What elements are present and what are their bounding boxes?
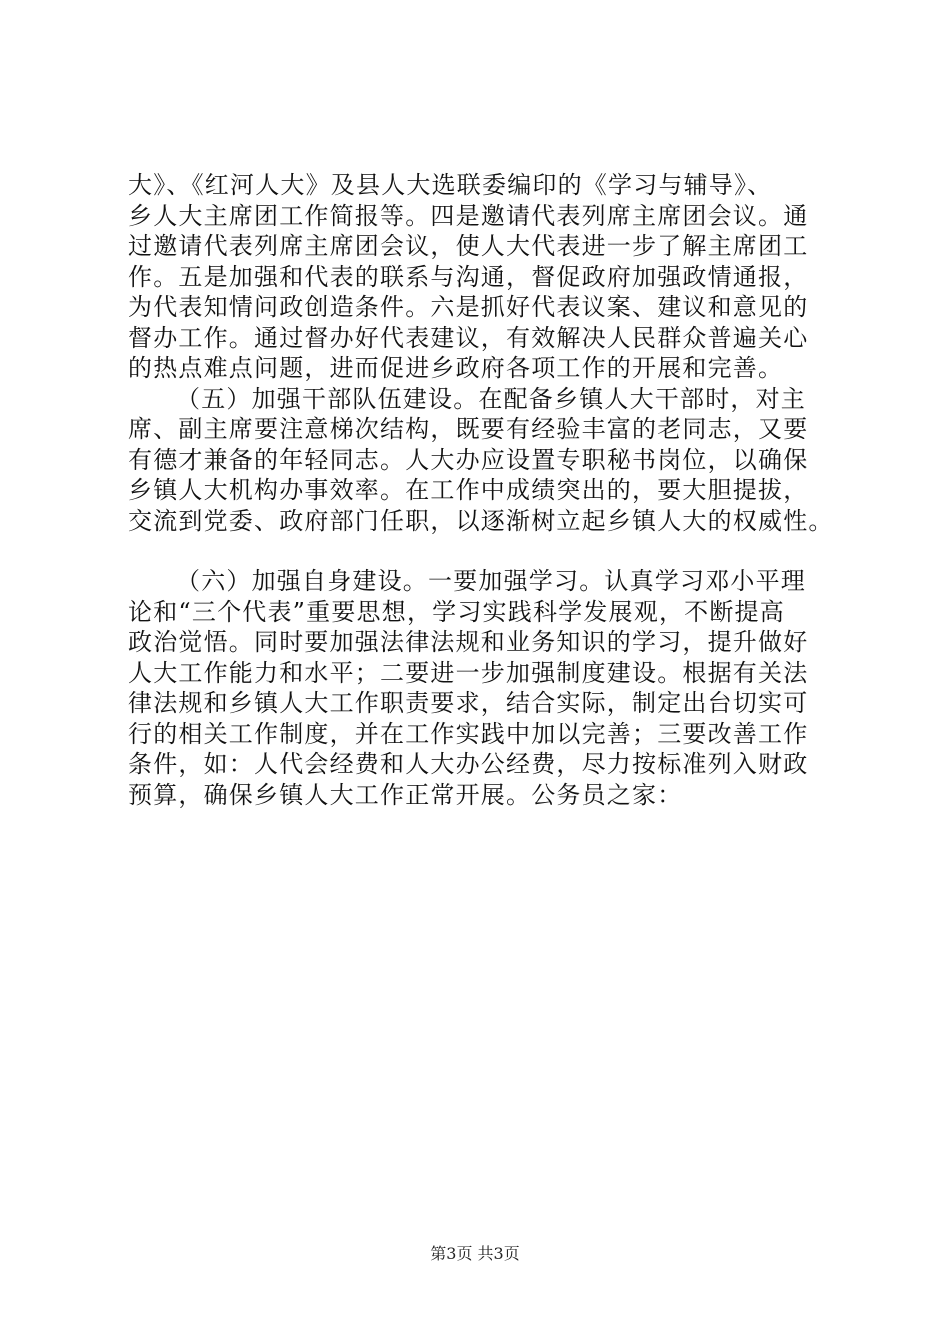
text-line: 论和“三个代表”重要思想，学习实践科学发展观，不断提高 xyxy=(128,597,785,626)
text-line: 政治觉悟。同时要加强法律法规和业务知识的学习，提升做好 xyxy=(128,628,809,656)
text-line: 作。五是加强和代表的联系与沟通，督促政府加强政情通报， xyxy=(128,262,809,291)
text-line: 乡人大主席团工作简报等。四是邀请代表列席主席团会议。通 xyxy=(128,201,809,230)
text-line: 的热点难点问题，进而促进乡政府各项工作的开展和完善。 xyxy=(128,354,784,382)
paragraph-representatives xyxy=(128,170,858,384)
text-line: 人大工作能力和水平；二要进一步加强制度建设。根据有关法 xyxy=(128,658,809,687)
text-line: 条件，如：人代会经费和人大办公经费，尽力按标准列入财政 xyxy=(128,750,809,778)
paragraph-cadre-building xyxy=(128,384,858,537)
text-line: （五）加强干部队伍建设。在配备乡镇人大干部时，对主 xyxy=(176,384,806,413)
text-line: 为代表知情问政创造条件。六是抓好代表议案、建议和意见的 xyxy=(128,293,809,321)
page-number-footer: 第3页 共3页 xyxy=(430,1244,520,1263)
text-line: （六）加强自身建设。一要加强学习。认真学习邓小平理 xyxy=(176,567,806,595)
paragraph-self-building xyxy=(128,566,858,810)
text-line: 有德才兼备的年轻同志。人大办应设置专职秘书岗位，以确保 xyxy=(128,445,809,474)
document-body xyxy=(128,170,858,810)
text-line: 乡镇人大机构办事效率。在工作中成绩突出的，要大胆提拔， xyxy=(128,476,809,504)
text-line: 律法规和乡镇人大工作职责要求，结合实际，制定出台切实可 xyxy=(128,689,809,717)
text-line: 交流到党委、政府部门任职，以逐渐树立起乡镇人大的权威性。 xyxy=(128,506,834,535)
text-line: 大》、《红河人大》及县人大选联委编印的《学习与辅导》、 xyxy=(128,171,773,199)
text-line: 过邀请代表列席主席团会议，使人大代表进一步了解主席团工 xyxy=(128,232,809,260)
text-line: 行的相关工作制度，并在工作实践中加以完善；三要改善工作 xyxy=(128,719,809,748)
text-line: 督办工作。通过督办好代表建议，有效解决人民群众普遍关心 xyxy=(128,323,809,352)
paragraph-spacer xyxy=(128,536,858,566)
text-line: 预算，确保乡镇人大工作正常开展。公务员之家： xyxy=(128,780,683,809)
text-line: 席、副主席要注意梯次结构，既要有经验丰富的老同志，又要 xyxy=(128,415,809,443)
